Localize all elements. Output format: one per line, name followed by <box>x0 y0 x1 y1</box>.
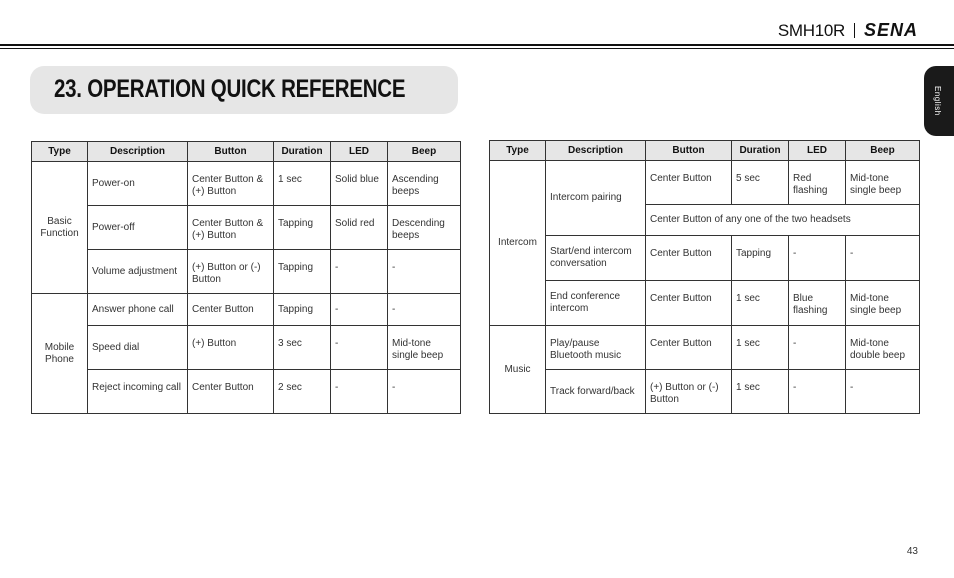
led-cell: - <box>789 236 846 281</box>
led-cell: Red flashing <box>789 161 846 205</box>
type-cell: Mobile Phone <box>32 294 88 414</box>
beep-cell: - <box>846 370 920 414</box>
language-label: English <box>933 86 942 116</box>
header-type: Type <box>32 142 88 162</box>
table-row <box>32 162 461 206</box>
led-cell: Solid blue <box>331 162 388 206</box>
description-cell: Power-off <box>88 206 188 250</box>
button-cell: Center Button <box>646 326 732 370</box>
header-duration: Duration <box>274 142 331 162</box>
button-cell: Center Button <box>188 294 274 326</box>
model-name: SMH10R <box>777 20 845 40</box>
header-duration: Duration <box>732 141 789 161</box>
button-cell: (+) Button or (-) Button <box>646 370 732 414</box>
quick-reference-table-left <box>31 141 461 414</box>
type-cell: Music <box>490 326 546 414</box>
description-cell: Start/end intercom conversation <box>546 236 646 281</box>
beep-cell: Mid-tone double beep <box>846 326 920 370</box>
sena-logo: SENA <box>863 20 918 40</box>
button-cell: Center Button <box>646 161 732 205</box>
table-header-row <box>490 141 920 161</box>
type-cell: Basic Function <box>32 162 88 294</box>
led-cell: - <box>331 250 388 294</box>
header-beep: Beep <box>846 141 920 161</box>
table-header-row <box>32 142 461 162</box>
description-cell: Power-on <box>88 162 188 206</box>
button-cell: Center Button <box>646 236 732 281</box>
beep-cell: - <box>388 370 461 414</box>
beep-cell: - <box>388 294 461 326</box>
led-cell: - <box>789 326 846 370</box>
beep-cell: - <box>388 250 461 294</box>
table-row <box>490 370 920 414</box>
duration-cell: 5 sec <box>732 161 789 205</box>
page-title: 23. OPERATION QUICK REFERENCE <box>54 75 406 103</box>
button-cell: (+) Button <box>188 326 274 370</box>
description-cell: End conference intercom <box>546 281 646 326</box>
button-cell: Center Button & (+) Button <box>188 206 274 250</box>
table-row <box>490 236 920 281</box>
header-led: LED <box>331 142 388 162</box>
beep-cell: Mid-tone single beep <box>846 281 920 326</box>
duration-cell: Tapping <box>274 294 331 326</box>
title-banner <box>30 66 458 114</box>
duration-cell: 1 sec <box>732 281 789 326</box>
header-description: Description <box>88 142 188 162</box>
duration-cell: 1 sec <box>732 370 789 414</box>
description-cell: Reject incoming call <box>88 370 188 414</box>
led-cell: Blue flashing <box>789 281 846 326</box>
header-rule-thin <box>0 48 954 49</box>
button-cell: Center Button <box>188 370 274 414</box>
duration-cell: 1 sec <box>274 162 331 206</box>
beep-cell: Mid-tone single beep <box>388 326 461 370</box>
description-cell: Speed dial <box>88 326 188 370</box>
led-cell: Solid red <box>331 206 388 250</box>
description-cell: Volume adjustment <box>88 250 188 294</box>
led-cell: - <box>331 370 388 414</box>
header-button: Button <box>188 142 274 162</box>
table-row <box>490 281 920 326</box>
beep-cell: - <box>846 236 920 281</box>
beep-cell: Descending beeps <box>388 206 461 250</box>
description-cell: Answer phone call <box>88 294 188 326</box>
header-led: LED <box>789 141 846 161</box>
page-header <box>778 20 918 41</box>
led-cell: - <box>331 294 388 326</box>
pairing-alt-button-cell: Center Button of any one of the two headsets <box>646 205 920 236</box>
header-beep: Beep <box>388 142 461 162</box>
button-cell: Center Button & (+) Button <box>188 162 274 206</box>
beep-cell: Mid-tone single beep <box>846 161 920 205</box>
button-cell: (+) Button or (-) Button <box>188 250 274 294</box>
description-cell: Play/pause Bluetooth music <box>546 326 646 370</box>
duration-cell: Tapping <box>732 236 789 281</box>
header-separator <box>854 23 855 38</box>
header-rule <box>0 44 954 46</box>
header-button: Button <box>646 141 732 161</box>
table-row <box>32 370 461 414</box>
table-row <box>32 250 461 294</box>
led-cell: - <box>331 326 388 370</box>
table-row <box>490 161 920 205</box>
header-description: Description <box>546 141 646 161</box>
quick-reference-table-right <box>489 140 920 414</box>
table-row <box>32 206 461 250</box>
type-cell: Intercom <box>490 161 546 326</box>
table-row <box>32 294 461 326</box>
duration-cell: 1 sec <box>732 326 789 370</box>
page-number: 43 <box>906 546 918 557</box>
led-cell: - <box>789 370 846 414</box>
description-cell: Track forward/back <box>546 370 646 414</box>
language-tab <box>924 66 954 136</box>
table-row <box>490 326 920 370</box>
beep-cell: Ascending beeps <box>388 162 461 206</box>
description-cell: Intercom pairing <box>546 161 646 236</box>
duration-cell: Tapping <box>274 250 331 294</box>
header-type: Type <box>490 141 546 161</box>
duration-cell: 2 sec <box>274 370 331 414</box>
button-cell: Center Button <box>646 281 732 326</box>
duration-cell: Tapping <box>274 206 331 250</box>
table-row <box>32 326 461 370</box>
duration-cell: 3 sec <box>274 326 331 370</box>
